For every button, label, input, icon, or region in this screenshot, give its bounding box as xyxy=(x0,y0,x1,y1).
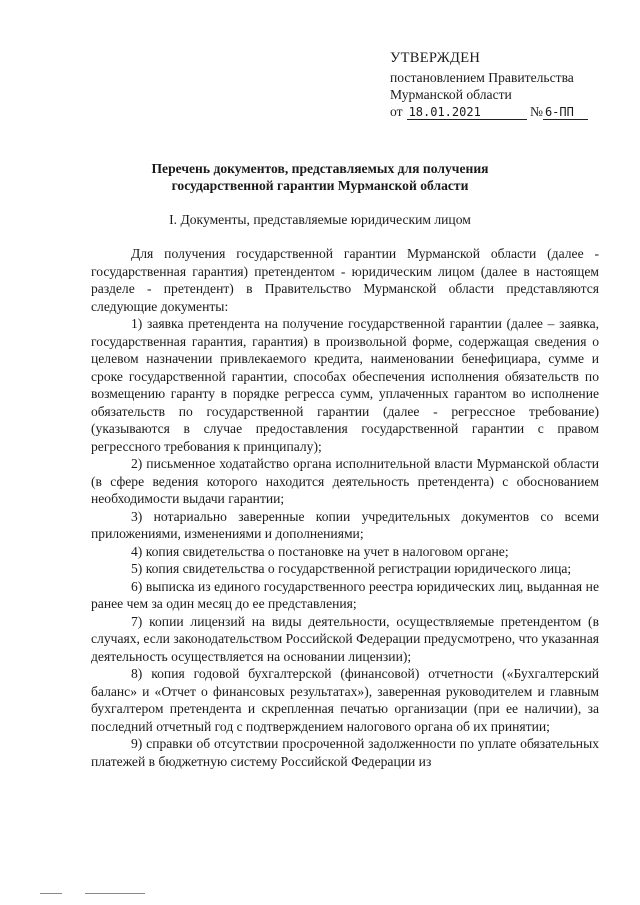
number-prefix: № xyxy=(529,104,543,119)
list-item-9: 9) справки об отсутствии просроченной задолженности по уплате обязательных платежей в бюджетную систему Российской Федерации из xyxy=(91,736,599,769)
document-title-line-1: Перечень документов, представляемых для получения xyxy=(151,161,489,176)
document-body xyxy=(91,245,599,770)
approval-title: УТВЕРЖДЕН xyxy=(390,50,481,66)
list-item-5: 5) копия свидетельства о государственной регистрации юридического лица; xyxy=(131,561,572,576)
scan-mark-right xyxy=(85,893,145,894)
approval-line-1: постановлением Правительства xyxy=(390,70,574,85)
approval-line-2: Мурманской области xyxy=(390,87,512,102)
list-item-4: 4) копия свидетельства о постановке на учет в налоговом органе; xyxy=(131,543,509,559)
approval-date: 18.01.2021 xyxy=(407,105,527,120)
list-item-7: 7) копии лицензий на виды деятельности, осуществляемые претендентом (в случаях, если законодательством Российской Федерации предусмотрено, что указанная деятельность осуществляется на основании лицензии); xyxy=(91,613,599,664)
section-heading: I. Документы, представляемые юридическим лицом xyxy=(169,212,471,227)
approval-date-row xyxy=(390,103,630,120)
document-title-line-2: государственной гарантии Мурманской области xyxy=(171,178,469,193)
list-item-8: 8) копия годовой бухгалтерской (финансовой) отчетности («Бухгалтерский баланс» и «Отчет о финансовых результатах»), заверенная руководителем и главным бухгалтером претендента и скрепленная печатью организации (при ее наличии), за последний отчетный год с подтверждением налогового органа об их принятии; xyxy=(91,666,599,734)
list-item-2: 2) письменное ходатайство органа исполнительной власти Мурманской области (в сфере ведения которого находится деятельность претендента) с обоснованием необходимости выдачи гарантии; xyxy=(91,456,599,506)
scan-mark-left xyxy=(40,893,62,894)
document-title xyxy=(0,160,640,194)
list-item-1: 1) заявка претендента на получение государственной гарантии (далее – заявка, государственная гарантия, гарантия) в произвольной форме, содержащая сведения о целевом назначении привлекаемого кредита, наименовании бенефициара, сумме и сроке государственной гарантии, способах обеспечения исполнения обязательств по возмещению гаранту в порядке регресса сумм, уплаченных гарантом во исполнение обязательств по государственной гарантии (далее - регрессное требование) (указываются в случае предоставления государственной гарантии с правом регрессного требования к принципалу); xyxy=(91,316,599,454)
list-item-6: 6) выписка из единого государственного реестра юридических лиц, выданная не ранее чем за один месяц до ее представления; xyxy=(91,578,599,611)
list-item-3: 3) нотариально заверенные копии учредительных документов со всеми приложениями, изменениями и дополнениями; xyxy=(91,508,599,541)
paragraph-intro: Для получения государственной гарантии Мурманской области (далее - государственная гарантия) претендентом - юридическим лицом (далее в настоящем разделе - претендент) в Правительство Мурманской области представляются следующие документы: xyxy=(91,246,599,314)
approval-block xyxy=(390,50,630,120)
date-prefix: от xyxy=(390,104,403,119)
approval-number: 6-ПП xyxy=(543,105,588,120)
